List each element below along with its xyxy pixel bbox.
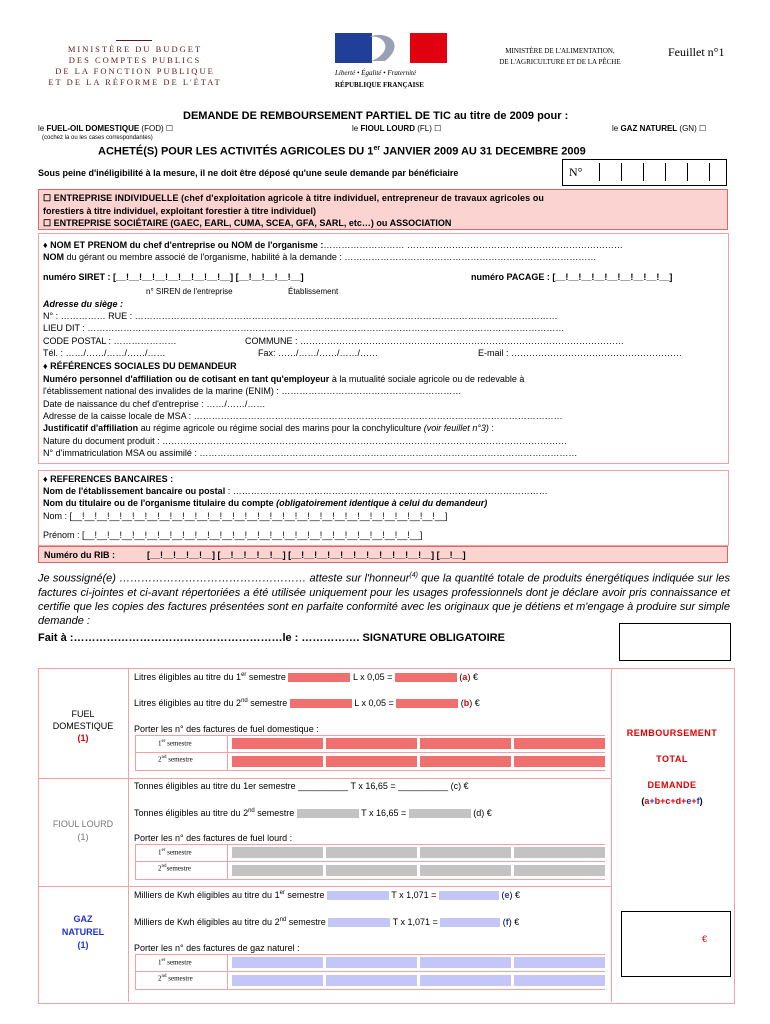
- fioul-row-1[interactable]: Tonnes éligibles au titre du 1er semestre __________ T x 16,65 = __________ (c) €: [134, 781, 469, 791]
- gaz-row-2[interactable]: Milliers de Kwh éligibles au titre du 2nd semestre T x 1,071 = (f) €: [134, 917, 520, 927]
- total-currency: €: [702, 934, 708, 944]
- fuel-invoice-slot[interactable]: [420, 756, 511, 767]
- republic-name: RÉPUBLIQUE FRANÇAISE: [335, 81, 424, 89]
- gaz-row-2-euro: €: [514, 917, 520, 927]
- justificatif-end: :: [488, 423, 494, 433]
- option-gn[interactable]: [612, 124, 706, 133]
- code-postal-field[interactable]: CODE POSTAL : …………………: [43, 336, 177, 346]
- fuel-row-2-b: semestre: [247, 698, 288, 708]
- gaz-invoice-slot[interactable]: [232, 975, 323, 986]
- gaz-label-note: (1): [77, 940, 89, 950]
- entity-individual[interactable]: ☐ ENTREPRISE INDIVIDUELLE (chef d'exploitation agricole à titre individuel, entrepreneur de travaux agricoles ou: [43, 193, 545, 203]
- fioul-invoice-slot[interactable]: [326, 865, 417, 876]
- email-field[interactable]: E-mail : …………………………………………………: [478, 348, 683, 358]
- attestation-part-a: Je soussigné(e) …………………………………………… atteste sur l'honneur: [38, 572, 410, 585]
- ministry-agriculture-line: DE L'AGRICULTURE ET DE LA PÊCHE: [499, 58, 621, 66]
- sheet-number: Feuillet n°1: [668, 45, 725, 59]
- option-fl-label: FIOUL LOURD: [360, 124, 415, 133]
- adresse-siege-label: Adresse du siège :: [43, 299, 124, 309]
- fuel-s2-amount-input[interactable]: [396, 699, 458, 708]
- fuel-row-2-euro: €: [474, 698, 480, 708]
- option-fod-prefix: le: [38, 124, 47, 133]
- request-number-box[interactable]: [562, 159, 727, 186]
- gaz-label-line1: GAZ: [73, 914, 93, 924]
- fuel-invoice-slot[interactable]: [420, 738, 511, 749]
- attestation-text: [38, 569, 730, 628]
- fuel-label: [40, 708, 126, 744]
- total-heading: [612, 720, 732, 798]
- fioul-invoice-slot[interactable]: [420, 847, 511, 858]
- msa-number-field[interactable]: N° d'immatriculation MSA ou assimilé : ………………………………………………………………………………………………………………: [43, 448, 578, 458]
- gaz-s2-amount-input[interactable]: [440, 918, 500, 927]
- fuel-s1-litres-input[interactable]: [288, 673, 350, 682]
- option-gn-prefix: le: [612, 124, 621, 133]
- total-amount-box[interactable]: [621, 911, 731, 977]
- gaz-row-2-mid: T x 1,071 =: [392, 917, 438, 927]
- fioul-invoice-slot[interactable]: [420, 865, 511, 876]
- fuel-row-1-sup: er: [241, 672, 247, 678]
- fioul-sem2-label: 2ndsemestre: [158, 864, 191, 873]
- fuel-label-note: (1): [77, 733, 89, 743]
- rib-value[interactable]: [__!__!__!__!__] [__!__!__!__!__] [__!__!__!__!__!__!__!__!__!__!__] [__!__]: [147, 550, 466, 560]
- period-title-b: JANVIER 2009 AU 31 DECEMBRE 2009: [380, 145, 586, 158]
- affiliation-label-rest: à la mutualité sociale agricole ou de redevable à: [329, 374, 525, 384]
- fioul-label-note: (1): [77, 832, 89, 842]
- fioul-label: [40, 818, 126, 844]
- fuel-row-1-a: Litres éligibles au titre du 1: [134, 672, 242, 682]
- fuel-row-2-letter: b: [463, 698, 470, 708]
- energy-table-row2: [38, 886, 612, 887]
- bank-name-dots: : ……………………………………………………………………………………………: [225, 486, 548, 496]
- fuel-row-1-mid: L x 0,05 =: [352, 672, 393, 682]
- option-fl-prefix: le: [352, 124, 361, 133]
- ministry-budget-line: MINISTÈRE DU BUDGET: [67, 44, 203, 54]
- gaz-s1-amount-input[interactable]: [439, 891, 499, 900]
- justificatif-rest: au régime agricole ou régime social des marins pour la conchyliculture: [138, 423, 424, 433]
- fioul-invoice-grid[interactable]: [232, 847, 605, 876]
- period-title-a: ACHETÉ(S) POUR LES ACTIVITÉS AGRICOLES DU 1: [98, 145, 374, 158]
- fuel-invoice-grid[interactable]: [232, 738, 605, 767]
- birth-date-field[interactable]: Date de naissance du chef d'entreprise : ……/……/……: [43, 399, 266, 409]
- single-request-warning: Sous peine d'inéligibilité à la mesure, il ne doit être déposé qu'une seule demande par bénéficiaire: [38, 168, 459, 178]
- fuel-invoice-slot[interactable]: [514, 756, 605, 767]
- fioul-s2-tonnes-input[interactable]: [297, 809, 359, 818]
- request-number-label: N°: [569, 165, 583, 179]
- gaz-row-2-sup: nd: [279, 917, 287, 923]
- bank-title: ♦ REFERENCES BANCAIRES :: [43, 474, 174, 484]
- fioul-s2-amount-input[interactable]: [409, 809, 471, 818]
- total-heading-line1: REMBOURSEMENT: [626, 728, 718, 738]
- fuel-label-line1: FUEL: [71, 709, 95, 719]
- total-formula: (a+b+c+d+e+f): [641, 796, 703, 806]
- fioul-invoice-slot[interactable]: [514, 865, 605, 876]
- fuel-sem1-label: 1er semestre: [158, 739, 192, 748]
- fuel-row-1-euro: €: [472, 672, 478, 682]
- entity-type-box[interactable]: [38, 189, 728, 230]
- rib-box[interactable]: [38, 546, 728, 563]
- fuel-s2-litres-input[interactable]: [290, 699, 352, 708]
- form-title: DEMANDE DE REMBOURSEMENT PARTIEL DE TIC au titre de 2009 pour :: [183, 110, 569, 122]
- affiliation-label-bold: Numéro personnel d'affiliation ou de cotisant en tant qu'employeur: [43, 374, 330, 384]
- ministry-budget-line: ET DE LA RÉFORME DE L'ÉTAT: [48, 77, 222, 87]
- rib-label: Numéro du RIB :: [44, 550, 115, 560]
- justificatif-ref: (voir feuillet n°3): [423, 423, 489, 433]
- gaz-row-1-letter: e: [504, 890, 510, 900]
- fioul-invoice-slot[interactable]: [232, 865, 323, 876]
- bank-name-field[interactable]: [43, 486, 548, 496]
- ministry-budget-line: DES COMPTES PUBLICS: [68, 55, 202, 65]
- checkbox-note: (cochez la ou les cases correspondantes): [42, 135, 153, 141]
- gaz-s2-kwh-input[interactable]: [328, 918, 390, 927]
- gaz-row-1-a: Milliers de Kwh éligibles au titre du 1: [134, 890, 280, 900]
- fioul-invoice-slot[interactable]: [326, 847, 417, 858]
- affiliation-field: [43, 374, 524, 384]
- option-gn-label: GAZ NATUREL: [620, 124, 678, 133]
- fuel-invoice-slot[interactable]: [326, 756, 417, 767]
- fuel-row-1[interactable]: Litres éligibles au titre du 1er semestre L x 0,05 = (a) €: [134, 672, 478, 682]
- bank-name-label: Nom de l'établissement bancaire ou postal: [43, 486, 226, 496]
- fait-a-line[interactable]: Fait à :…………………………………………………le : ……………. SIGNATURE OBLIGATOIRE: [38, 632, 505, 644]
- fuel-row-2-sup: nd: [241, 698, 248, 704]
- gaz-row-1-mid: T x 1,071 =: [391, 890, 437, 900]
- gerant-label-rest: du gérant ou membre associé de l'organisme, habilité à la demande : …………………………………………………………………………: [64, 252, 597, 262]
- holder-nom-field[interactable]: Nom : [__!__!__!__!__!__!__!__!__!__!__!__!__!__!__!__!__!__!__!__!__!__!__!__!__!__!__!__!__!__]: [43, 511, 448, 521]
- gaz-row-1-euro: €: [514, 890, 520, 900]
- fioul-row-2-end: (d) €: [473, 808, 492, 818]
- option-gn-suffix: (GN) ☐: [677, 124, 707, 133]
- ministry-agriculture-block: [470, 46, 650, 68]
- option-fod-suffix: (FOD) ☐: [139, 124, 174, 133]
- gaz-sem1-label: 1er semestre: [158, 958, 192, 967]
- fuel-sem2-label: 2nd semestre: [158, 755, 193, 764]
- fuel-row-2[interactable]: Litres éligibles au titre du 2nd semestre L x 0,05 = (b) €: [134, 698, 480, 708]
- fioul-invoice-slot[interactable]: [232, 847, 323, 858]
- fioul-row-2-b: semestre: [254, 808, 295, 818]
- gaz-row-2-b: semestre: [286, 917, 326, 927]
- gaz-label-line2: NATUREL: [61, 927, 105, 937]
- lieu-dit-field[interactable]: LIEU DIT : ……………………………………………………………………………………………………………………………………………: [43, 323, 565, 333]
- gaz-invoice-slot[interactable]: [514, 975, 605, 986]
- gaz-label: [40, 913, 126, 952]
- gaz-s1-kwh-input[interactable]: [327, 891, 389, 900]
- account-holder-bold: Nom du titulaire ou de l'organisme titulaire du compte: [43, 498, 274, 508]
- nom-prenom-label: ♦ NOM ET PRENOM du chef d'entreprise ou NOM de l'organisme :: [43, 240, 324, 250]
- fuel-row-2-a: Litres éligibles au titre du 2: [134, 698, 242, 708]
- option-fl-suffix: (FL) ☐: [414, 124, 442, 133]
- fuel-invoice-slot[interactable]: [514, 738, 605, 749]
- gerant-label-bold: NOM: [43, 252, 64, 262]
- period-title-sup: er: [373, 145, 381, 152]
- fioul-row-2-a: Tonnes éligibles au titre du 2: [134, 808, 249, 818]
- fioul-row-2-sup: nd: [248, 808, 255, 814]
- gaz-invoice-slot[interactable]: [232, 957, 323, 968]
- fioul-row-2[interactable]: [134, 808, 492, 818]
- energy-table-col2: [611, 668, 612, 1002]
- siren-note: n° SIREN de l'entreprise: [146, 287, 233, 296]
- total-heading-line3: DEMANDE: [647, 780, 697, 790]
- option-fl[interactable]: [352, 124, 441, 133]
- energy-table-col1: [128, 668, 129, 1002]
- commune-field[interactable]: COMMUNE : ………………………………………………………………………………………………: [245, 336, 624, 346]
- gerant-field[interactable]: [43, 252, 596, 262]
- marianne-logo: [335, 33, 447, 63]
- republic-motto: Liberté • Égalité • Fraternité: [335, 69, 417, 77]
- justificatif-bold: Justificatif d'affiliation: [43, 423, 139, 433]
- gaz-row-1-sup: er: [279, 890, 285, 896]
- energy-table-row1: [38, 778, 612, 779]
- gaz-row-2-a: Milliers de Kwh éligibles au titre du 2: [134, 917, 280, 927]
- attestation-part-b: que la quantité totale de produits énergétiques indiquée sur les factures ci-jointes et ci-avant répertoriées a été utilisée uniquement pour les usages professionnels dont je déclare avoir pris connaissance et certifie que les copies des factures présentées sont en parfaite conformité avec les originaux que je détiens et m'engage à produire sur simple demande :: [38, 572, 730, 627]
- msa-address-field[interactable]: Adresse de la caisse locale de MSA : ……………………………………………………………………………………………………………: [43, 411, 563, 421]
- fioul-label-line: FIOUL LOURD: [52, 819, 114, 829]
- fuel-row-1-letter: a: [462, 672, 468, 682]
- social-references-title: ♦ RÉFÉRENCES SOCIALES DU DEMANDEUR: [43, 361, 237, 371]
- option-fod[interactable]: [38, 124, 173, 133]
- fuel-invoice-slot[interactable]: [232, 756, 323, 767]
- ministry-budget-block: [40, 44, 230, 88]
- period-title: [98, 145, 586, 158]
- gaz-invoice-slot[interactable]: [420, 975, 511, 986]
- nom-prenom-field[interactable]: [43, 240, 623, 250]
- pacage-field[interactable]: numéro PACAGE : [__!__!__!__!__!__!__!__!__]: [471, 272, 673, 282]
- fioul-sem1-label: 1er semestre: [158, 848, 192, 857]
- fuel-s1-amount-input[interactable]: [395, 673, 457, 682]
- gaz-invoice-grid[interactable]: [232, 957, 605, 986]
- gaz-row-1[interactable]: Milliers de Kwh éligibles au titre du 1er semestre T x 1,071 = (e) €: [134, 890, 520, 900]
- ministry-divider: [116, 40, 152, 41]
- fioul-row-2-mid: T x 16,65 =: [361, 808, 407, 818]
- etablissement-note: Établissement: [288, 287, 339, 296]
- ministry-agriculture-line: MINISTÈRE DE L'ALIMENTATION,: [505, 47, 615, 55]
- account-holder-label: [43, 498, 487, 508]
- numero-rue-field[interactable]: N° : …………… RUE : ……………………………………………………………………………………………………………………………: [43, 311, 558, 321]
- account-holder-note: (obligatoirement identique à celui du demandeur): [273, 498, 488, 508]
- gaz-row-2-letter: f: [505, 917, 509, 927]
- fax-field[interactable]: Fax: ……/……/……/……/……: [258, 348, 379, 358]
- fuel-row-2-mid: L x 0,05 =: [354, 698, 394, 708]
- total-heading-line2: TOTAL: [656, 754, 688, 764]
- fuel-invoice-slot[interactable]: [232, 738, 323, 749]
- siret-field[interactable]: numéro SIRET : [__!__!__!__!__!__!__!__!__] [__!__!__!__!__]: [43, 272, 304, 282]
- telephone-field[interactable]: Tél. : ……/……/……/……/……: [43, 348, 166, 358]
- holder-prenom-field[interactable]: Prénom : [__!__!__!__!__!__!__!__!__!__!__!__!__!__!__!__!__!__!__!__!__!__!__!__!__!__!__]: [43, 530, 423, 540]
- entity-corporate[interactable]: ☐ ENTREPRISE SOCIÉTAIRE (GAEC, EARL, CUMA, SCEA, GFA, SARL, etc…) ou ASSOCIATION: [43, 218, 452, 228]
- entity-individual-detail: forestiers à titre individuel, exploitant forestier à titre individuel): [43, 205, 317, 216]
- attestation-sup: (4): [409, 572, 418, 579]
- gaz-sem2-label: 2nd semestre: [158, 974, 193, 983]
- gaz-row-1-b: semestre: [284, 890, 325, 900]
- gaz-invoice-slot[interactable]: [326, 975, 417, 986]
- ministry-budget-line: DE LA FONCTION PUBLIQUE: [55, 66, 215, 76]
- fioul-invoices-label: Porter les n° des factures de fuel lourd :: [134, 833, 293, 843]
- fuel-label-line2: DOMESTIQUE: [52, 721, 114, 731]
- fioul-invoice-slot[interactable]: [514, 847, 605, 858]
- fuel-invoices-label: Porter les n° des factures de fuel domestique :: [134, 724, 319, 734]
- nom-prenom-dots: ……………………… ………………………………………………………………: [323, 240, 623, 250]
- signature-box[interactable]: [619, 623, 731, 661]
- option-fod-label: FUEL-OIL DOMESTIQUE: [46, 124, 140, 133]
- gaz-invoice-slot[interactable]: [514, 957, 605, 968]
- fuel-row-1-b: semestre: [246, 672, 286, 682]
- enim-field[interactable]: l'établissement national des invalides de la marine (ENIM) : ……………………………………………………: [43, 386, 462, 396]
- fuel-invoice-slot[interactable]: [326, 738, 417, 749]
- gaz-invoice-slot[interactable]: [420, 957, 511, 968]
- document-nature-field[interactable]: Nature du document produit : ………………………………………………………………………………………………………………………: [43, 436, 568, 446]
- gaz-invoices-label: Porter les n° des factures de gaz naturel :: [134, 943, 300, 953]
- gaz-invoice-slot[interactable]: [326, 957, 417, 968]
- justificatif-label: [43, 423, 494, 433]
